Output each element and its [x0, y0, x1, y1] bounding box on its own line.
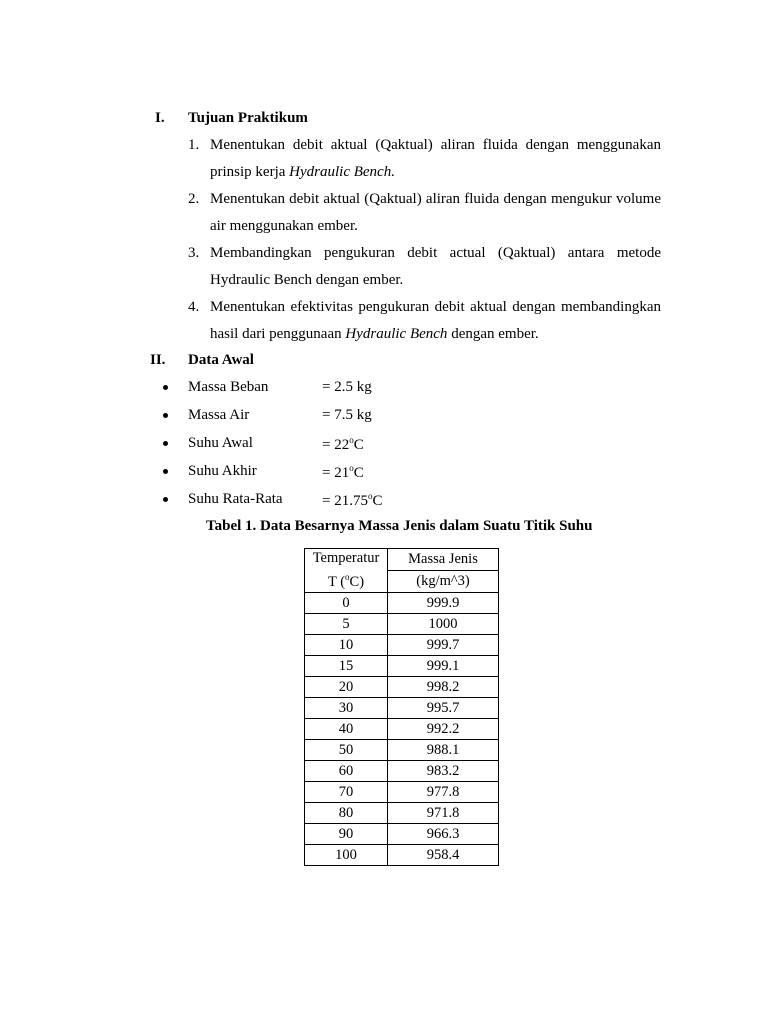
density-cell: 966.3 — [388, 823, 499, 844]
temperature-cell: 50 — [305, 739, 388, 760]
table-caption: Tabel 1. Data Besarnya Massa Jenis dalam Suatu Titik Suhu — [206, 518, 593, 534]
objective-2-text: Menentukan debit aktual (Qaktual) aliran fluida dengan mengukur volume — [210, 191, 661, 207]
data-label-suhu-akhir: Suhu Akhir — [188, 463, 257, 479]
temperature-cell: 40 — [305, 718, 388, 739]
objective-4-line2 — [210, 326, 539, 343]
temperature-cell: 80 — [305, 802, 388, 823]
temperature-cell: 100 — [305, 844, 388, 865]
unit: C — [353, 465, 364, 481]
temperature-cell: 60 — [305, 760, 388, 781]
objective-4-italic-text: Hydraulic Bench — [345, 326, 448, 342]
objective-2-number: 2. — [188, 191, 200, 207]
table-row — [305, 739, 499, 760]
table-header-row — [305, 549, 499, 571]
suhu-rata-rata-number: = 21.75 — [322, 493, 368, 509]
objective-1-italic-text: Hydraulic Bench. — [289, 164, 395, 180]
degree-symbol: o — [345, 572, 350, 582]
temperature-cell: 70 — [305, 781, 388, 802]
objective-4-number: 4. — [188, 299, 200, 315]
data-value-massa-air: = 7.5 kg — [322, 407, 372, 423]
temperature-cell: 15 — [305, 655, 388, 676]
objective-3-line2: Hydraulic Bench dengan ember. — [210, 272, 404, 288]
density-table — [304, 548, 499, 866]
data-value-suhu-awal — [322, 435, 364, 454]
objective-1-number: 1. — [188, 137, 200, 153]
table-row — [305, 634, 499, 655]
temperature-cell: 5 — [305, 613, 388, 634]
bullet-dot — [163, 441, 168, 446]
density-cell: 999.9 — [388, 592, 499, 613]
objective-2-line1 — [210, 191, 661, 208]
header-density: Massa Jenis — [388, 549, 499, 571]
section-2-heading: Data Awal — [188, 352, 254, 368]
objective-1-line2-text: prinsip kerja — [210, 164, 290, 180]
degree-symbol: o — [349, 463, 354, 473]
density-cell: 999.1 — [388, 655, 499, 676]
table-row — [305, 676, 499, 697]
density-cell: 995.7 — [388, 697, 499, 718]
density-cell: 999.7 — [388, 634, 499, 655]
table-row — [305, 781, 499, 802]
bullet-dot — [163, 413, 168, 418]
bullet-dot — [163, 469, 168, 474]
data-value-suhu-rata-rata — [322, 491, 382, 510]
section-1-heading: Tujuan Praktikum — [188, 110, 308, 126]
objective-3-text: Membandingkan pengukuran debit actual (Qaktual) antara metode — [210, 245, 661, 261]
density-cell: 988.1 — [388, 739, 499, 760]
section-2-numeral: II. — [150, 352, 166, 368]
objective-4-line2-text: hasil dari penggunaan — [210, 326, 346, 342]
data-label-suhu-rata-rata: Suhu Rata-Rata — [188, 491, 283, 507]
unit: C — [372, 493, 383, 509]
table-row — [305, 844, 499, 865]
objective-4-text: Menentukan efektivitas pengukuran debit aktual dengan membandingkan — [210, 299, 661, 315]
header-density-unit: (kg/m^3) — [388, 570, 499, 592]
temperature-cell: 90 — [305, 823, 388, 844]
density-cell: 1000 — [388, 613, 499, 634]
density-cell: 992.2 — [388, 718, 499, 739]
density-cell: 998.2 — [388, 676, 499, 697]
temperature-cell: 20 — [305, 676, 388, 697]
suhu-akhir-number: = 21 — [322, 465, 350, 481]
header-temp-pre: T ( — [327, 573, 346, 590]
data-value-suhu-akhir — [322, 463, 364, 482]
objective-1-text: Menentukan debit aktual (Qaktual) aliran fluida dengan menggunakan — [210, 137, 661, 153]
table-row — [305, 655, 499, 676]
objective-4-line2-tail: dengan ember. — [447, 326, 539, 342]
data-value-massa-beban: = 2.5 kg — [322, 379, 372, 395]
objective-3-number: 3. — [188, 245, 200, 261]
header-temp-post: C) — [349, 573, 365, 590]
unit: C — [353, 437, 364, 453]
table-row — [305, 718, 499, 739]
density-cell: 977.8 — [388, 781, 499, 802]
objective-2-line2: air menggunakan ember. — [210, 218, 358, 234]
table-row — [305, 802, 499, 823]
data-label-massa-beban: Massa Beban — [188, 379, 269, 395]
bullet-dot — [163, 385, 168, 390]
table-row — [305, 697, 499, 718]
table-row — [305, 760, 499, 781]
degree-symbol: o — [349, 435, 354, 445]
degree-symbol: o — [367, 491, 373, 501]
data-label-suhu-awal: Suhu Awal — [188, 435, 253, 451]
objective-1-line2 — [210, 164, 395, 181]
table-row — [305, 613, 499, 634]
section-1-numeral: I. — [155, 110, 165, 126]
bullet-dot — [163, 497, 168, 502]
temperature-cell: 30 — [305, 697, 388, 718]
density-cell: 958.4 — [388, 844, 499, 865]
header-temperature-line1: Temperatur — [312, 550, 380, 566]
suhu-awal-number: = 22 — [322, 437, 350, 453]
table-row — [305, 592, 499, 613]
temperature-cell: 10 — [305, 634, 388, 655]
temperature-cell: 0 — [305, 592, 388, 613]
data-label-massa-air: Massa Air — [188, 407, 250, 423]
objective-1-line1 — [210, 137, 661, 154]
table-row — [305, 823, 499, 844]
density-cell: 971.8 — [388, 802, 499, 823]
header-temperature-line2 — [305, 568, 387, 592]
density-cell: 983.2 — [388, 760, 499, 781]
header-temperature — [305, 549, 388, 593]
objective-3-line1 — [210, 245, 661, 262]
objective-4-line1 — [210, 299, 661, 316]
